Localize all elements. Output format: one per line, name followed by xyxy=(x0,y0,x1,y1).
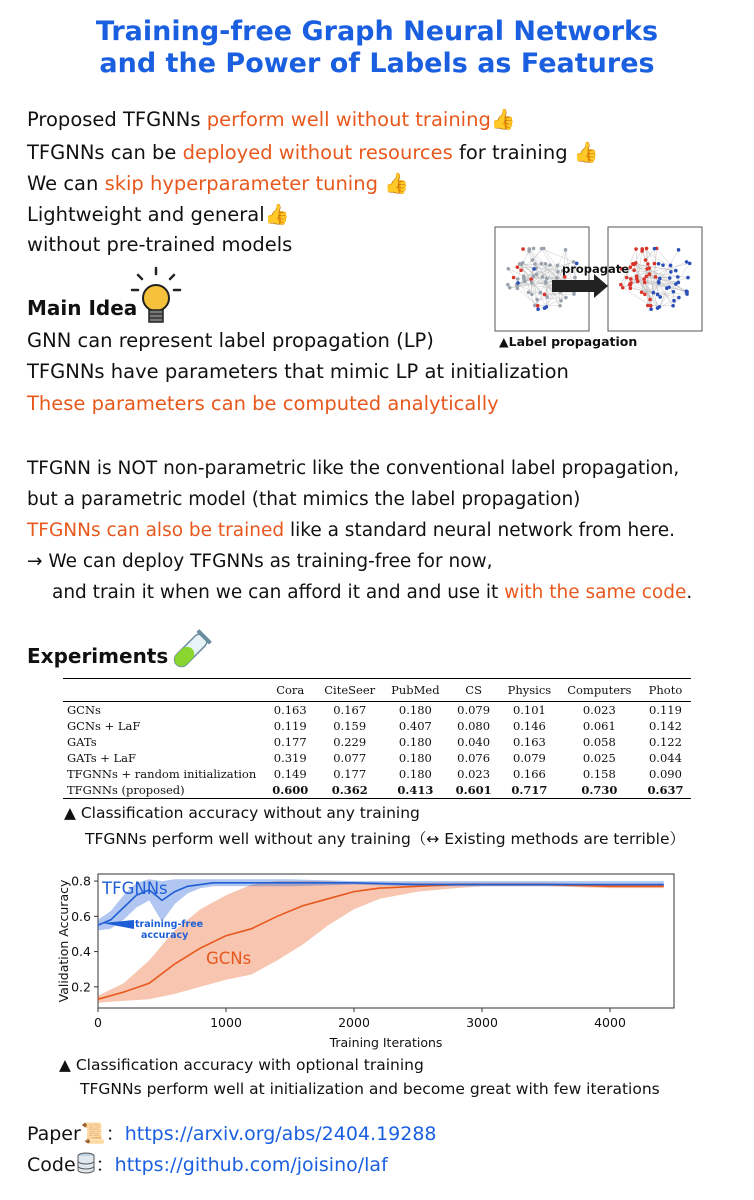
para-line-3: TFGNNs can also be trained like a standard neural network from here. xyxy=(27,520,676,541)
legend-tfgnns: TFGNNs xyxy=(102,879,168,898)
legend-gcns: GCNs xyxy=(206,949,252,968)
annotation-label-2: accuracy xyxy=(141,930,189,941)
x-tick-label: 3000 xyxy=(466,1015,498,1030)
x-tick-label: 2000 xyxy=(338,1015,370,1030)
main-idea-line-2: TFGNNs have parameters that mimic LP at initialization xyxy=(27,360,569,383)
results-table-wrapper xyxy=(63,678,691,799)
y-axis-label: Validation Accuracy xyxy=(56,879,71,1003)
label-propagation-graphs xyxy=(494,226,704,332)
thumbs-up-icon: 👍 xyxy=(573,140,599,164)
y-tick-label: 0.6 xyxy=(71,908,91,924)
table-row: GATs 0.177 0.229 0.180 0.040 0.163 0.058 0.122 xyxy=(67,735,682,749)
table-header: Cora xyxy=(264,679,316,702)
table-row: TFGNNs + random initialization 0.149 0.177 0.180 0.023 0.166 0.158 0.090 xyxy=(67,767,682,781)
para-line-5: and train it when we can afford it and and use it with the same code. xyxy=(52,582,693,603)
table-header: Computers xyxy=(559,679,639,702)
thumbs-up-icon: 👍 xyxy=(490,107,516,131)
main-idea-line-1: GNN can represent label propagation (LP) xyxy=(27,329,434,352)
title-line-2: and the Power of Labels as Features xyxy=(99,48,655,79)
table-header: Physics xyxy=(500,679,560,702)
database-icon xyxy=(76,1152,96,1174)
annotation-label-1: training-free xyxy=(135,919,204,930)
results-table xyxy=(63,678,691,799)
y-tick-label: 0.2 xyxy=(71,979,91,995)
table-header-row xyxy=(63,679,691,702)
table-caption-note: TFGNNs perform well without any training（↔ Existing methods are terrible） xyxy=(85,830,685,848)
x-tick-label: 1000 xyxy=(210,1015,242,1030)
chart-caption-note: TFGNNs perform well at initialization and become great with few iterations xyxy=(80,1080,660,1098)
table-header: CS xyxy=(448,679,500,702)
intro-line-3: We can skip hyperparameter tuning 👍 xyxy=(27,171,410,195)
para-line-4: → We can deploy TFGNNs as training-free for now, xyxy=(27,551,493,572)
table-row: TFGNNs (proposed) 0.600 0.362 0.413 0.601 0.717 0.730 0.637 xyxy=(63,782,691,799)
table-header: PubMed xyxy=(383,679,447,702)
code-link-row: Code ：https://github.com/joisino/laf xyxy=(27,1154,388,1176)
accuracy-chart xyxy=(44,866,694,1052)
y-tick-label: 0.4 xyxy=(71,944,91,960)
main-idea-heading: Main Idea xyxy=(27,296,138,320)
scroll-icon: 📜 xyxy=(80,1121,106,1145)
thumbs-up-icon: 👍 xyxy=(264,202,290,226)
intro-line-2: TFGNNs can be deployed without resources for training 👍 xyxy=(27,140,599,164)
title-line-1: Training-free Graph Neural Networks xyxy=(95,16,659,47)
table-header xyxy=(63,679,264,702)
para-line-2: but a parametric model (that mimics the label propagation) xyxy=(27,489,581,510)
experiments-heading: Experiments xyxy=(27,644,169,668)
intro-line-1: Proposed TFGNNs perform well without training👍 xyxy=(27,107,516,131)
paper-link-row: Paper📜：https://arxiv.org/abs/2404.19288 xyxy=(27,1121,437,1145)
x-axis-label: Training Iterations xyxy=(329,1035,443,1050)
label-propagation-caption: ▲Label propagation xyxy=(499,334,638,349)
para-line-1: TFGNN is NOT non-parametric like the conventional label propagation, xyxy=(27,458,680,479)
page-title xyxy=(0,16,754,80)
intro-line-4: Lightweight and general👍 xyxy=(27,202,290,226)
y-tick-label: 0.8 xyxy=(71,873,91,889)
main-idea-highlight: These parameters can be computed analytically xyxy=(27,392,499,415)
table-row: GCNs + LaF 0.119 0.159 0.407 0.080 0.146 0.061 0.142 xyxy=(67,719,682,733)
table-header: Photo xyxy=(639,679,691,702)
table-row: GCNs 0.163 0.167 0.180 0.079 0.101 0.023 0.119 xyxy=(67,703,682,717)
intro-line-5: without pre-trained models xyxy=(27,233,293,256)
table-caption: ▲ Classification accuracy without any training xyxy=(64,804,420,822)
paper-link[interactable]: https://arxiv.org/abs/2404.19288 xyxy=(124,1123,437,1145)
x-tick-label: 0 xyxy=(94,1015,102,1030)
thumbs-up-icon: 👍 xyxy=(384,171,410,195)
test-tube-icon xyxy=(166,628,214,674)
code-link[interactable]: https://github.com/joisino/laf xyxy=(114,1154,388,1176)
chart-caption: ▲ Classification accuracy with optional training xyxy=(59,1056,424,1074)
table-row: GATs + LaF 0.319 0.077 0.180 0.076 0.079 0.025 0.044 xyxy=(67,751,682,765)
propagate-label: propagate xyxy=(562,262,630,276)
table-header: CiteSeer xyxy=(316,679,383,702)
label-propagation-figure xyxy=(494,226,704,356)
x-tick-label: 4000 xyxy=(594,1015,626,1030)
lightbulb-icon xyxy=(130,266,182,328)
